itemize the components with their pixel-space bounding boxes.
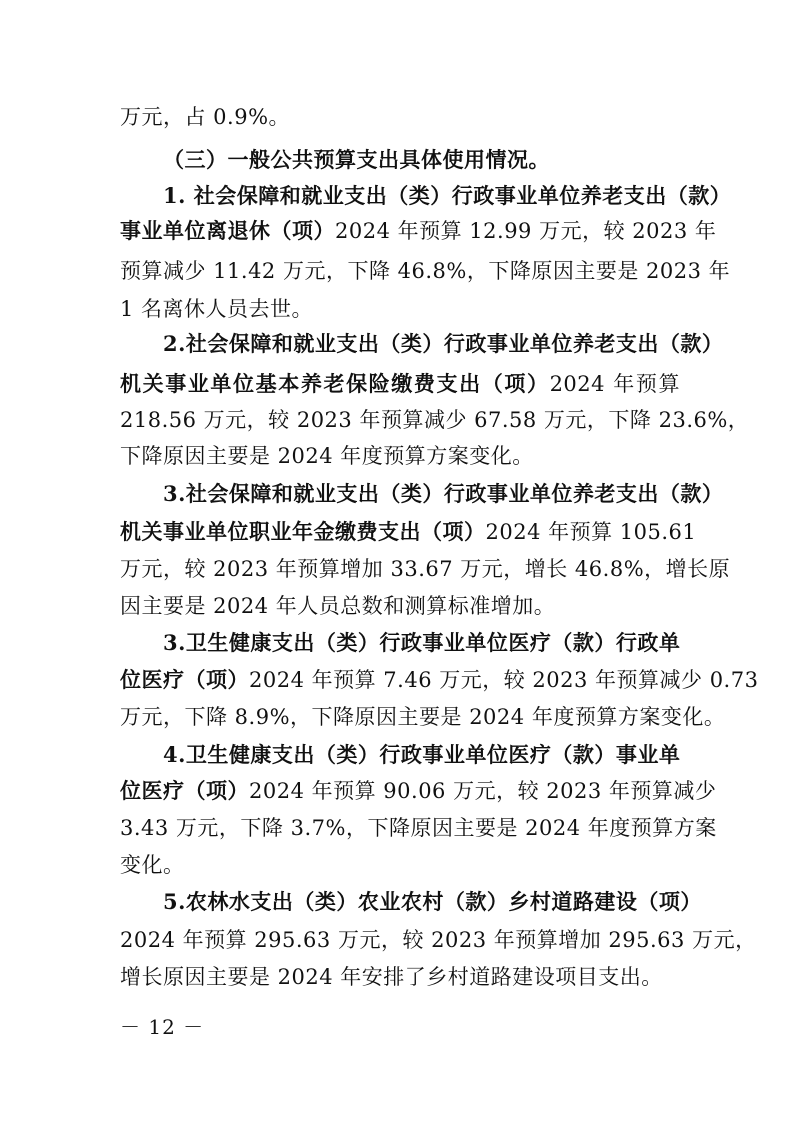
item-3b-title-line [163, 623, 680, 663]
item-title-text: 5.农林水支出（类）农业农村（款）乡村道路建设（项） [163, 889, 702, 914]
text-segment: 1 名离休人员去世。 [120, 297, 314, 321]
text-line [120, 697, 726, 737]
text-segment: 增长原因主要是 2024 年安排了乡村道路建设项目支出。 [120, 965, 663, 989]
text-segment: 2024 年预算 [549, 372, 681, 396]
text-line [120, 660, 759, 700]
item-title-text: 1. 社会保障和就业支出（类）行政事业单位养老支出（款） [163, 183, 732, 208]
text-segment: 2024 年预算 105.61 [485, 520, 697, 544]
text-segment: 预算减少 11.42 万元，下降 46.8%，下降原因主要是 2023 年 [120, 259, 731, 283]
text-line [120, 97, 680, 137]
text-segment: 万元，较 2023 年预算增加 33.67 万元，增长 46.8%，增长原 [120, 557, 731, 581]
item-title-text: 机关事业单位职业年金缴费支出（项） [120, 519, 486, 544]
item-title-text: 2.社会保障和就业支出（类）行政事业单位养老支出（款） [163, 331, 724, 356]
text-segment: 2024 年预算 90.06 万元，较 2023 年预算减少 [249, 779, 717, 803]
section-heading [163, 140, 680, 180]
text-segment: 218.56 万元，较 2023 年预算减少 67.58 万元，下降 23.6%， [120, 408, 750, 432]
item-title-text: 4.卫生健康支出（类）行政事业单位医疗（款）事业单 [163, 742, 681, 767]
text-line [120, 289, 680, 329]
text-segment: 万元，下降 8.9%，下降原因主要是 2024 年度预算方案变化。 [120, 705, 726, 729]
page-number: － 12 － [120, 1015, 205, 1039]
text-segment: 2024 年预算 7.46 万元，较 2023 年预算减少 0.73 [249, 668, 759, 692]
text-segment: 因主要是 2024 年人员总数和测算标准增加。 [120, 594, 556, 618]
text-line [120, 512, 697, 552]
item-title-text: 机关事业单位基本养老保险缴费支出（项） [120, 371, 550, 396]
text-line [120, 845, 680, 885]
text-segment: 万元，占 0.9%。 [120, 105, 291, 129]
text-line [120, 251, 731, 291]
item-title-text: 3.卫生健康支出（类）行政事业单位医疗（款）行政单 [163, 630, 681, 655]
text-line [120, 957, 680, 997]
text-segment: 变化。 [120, 853, 185, 877]
item-2-title-line [163, 324, 724, 364]
item-3-title-line [163, 474, 724, 514]
text-line [120, 211, 717, 251]
text-line [120, 920, 757, 960]
item-4-title-line [163, 735, 680, 775]
item-title-text: 位医疗（项） [120, 778, 249, 803]
text-line [120, 549, 731, 589]
text-line [120, 771, 717, 811]
item-title-text: 事业单位离退休（项） [120, 218, 335, 243]
item-title-text: 位医疗（项） [120, 667, 249, 692]
text-line [120, 586, 680, 626]
text-line [120, 808, 717, 848]
text-segment: 3.43 万元，下降 3.7%，下降原因主要是 2024 年度预算方案 [120, 816, 717, 840]
text-line [120, 436, 680, 476]
section-heading-text: （三）一般公共预算支出具体使用情况。 [163, 147, 550, 172]
text-line [120, 364, 680, 404]
item-5-title-line [163, 882, 702, 922]
text-segment: 2024 年预算 12.99 万元，较 2023 年 [335, 219, 717, 243]
text-segment: 2024 年预算 295.63 万元，较 2023 年预算增加 295.63 万元， [120, 928, 757, 952]
text-segment: 下降原因主要是 2024 年度预算方案变化。 [120, 444, 534, 468]
item-1-title-line [163, 176, 732, 216]
item-title-text: 3.社会保障和就业支出（类）行政事业单位养老支出（款） [163, 481, 724, 506]
text-line [120, 400, 750, 440]
